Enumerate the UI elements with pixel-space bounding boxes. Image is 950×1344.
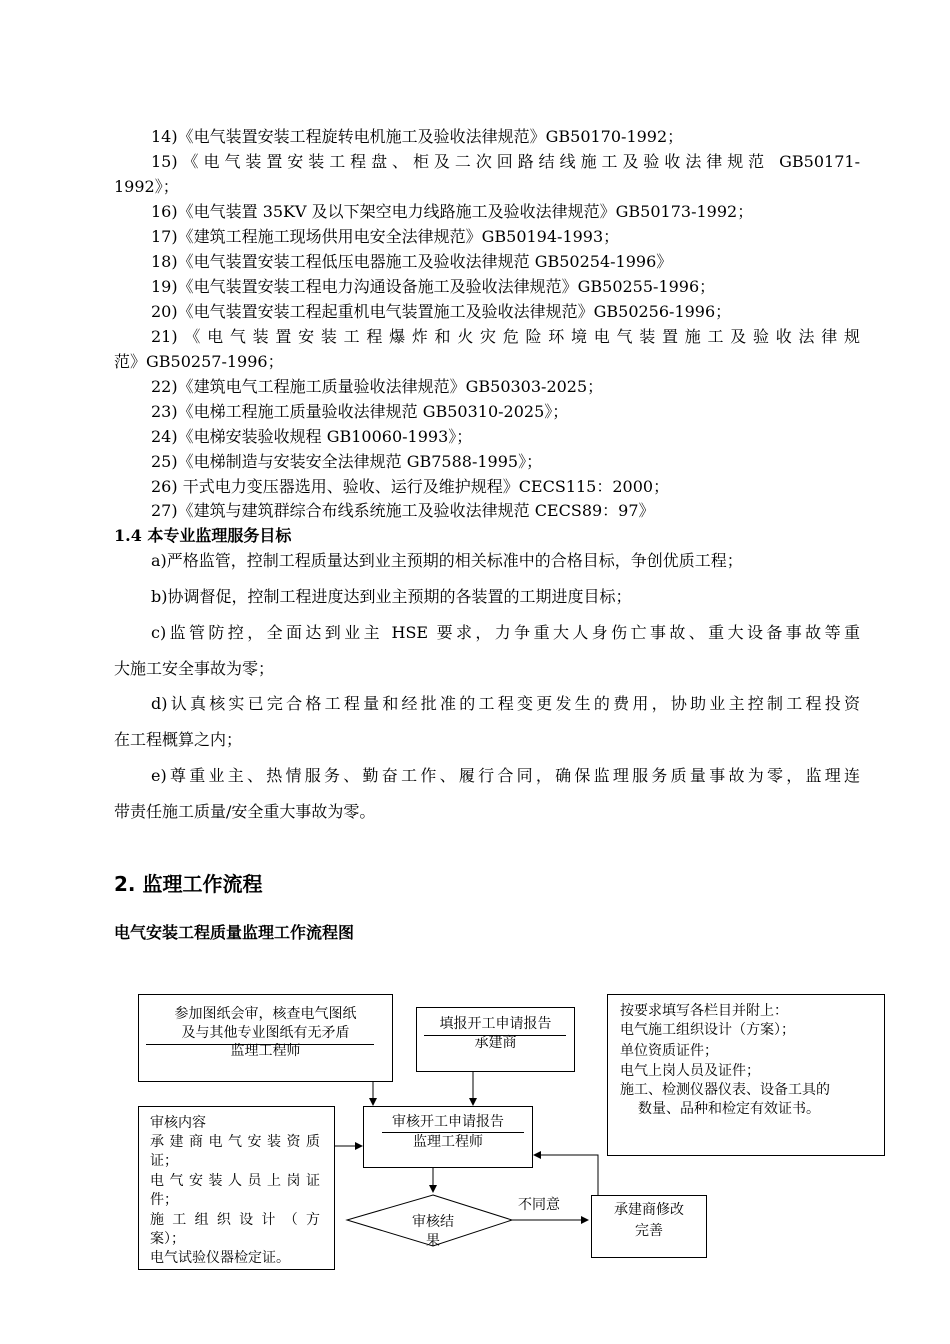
- review-contents-line8: 电气试验仪器检定证。: [150, 1250, 290, 1266]
- requirements-line5: 施工、检测仪器仪表、设备工具的: [620, 1082, 830, 1098]
- goal-e: e)尊重业主、热情服务、勤奋工作、履行合同，确保监理服务质量事故为零，监理连: [151, 766, 860, 785]
- line-revise-to-review: [534, 1155, 598, 1195]
- review-contents-line3: 证；: [150, 1153, 178, 1169]
- requirements-line1: 按要求填写各栏目并附上：: [620, 1003, 788, 1019]
- goal-c: c)监管防控，全面达到业主 HSE 要求，力争重大人身伤亡事故、重大设备事故等重: [151, 623, 860, 642]
- revise-line1: 承建商修改: [614, 1202, 684, 1218]
- requirements-line2: 电气施工组织设计（方案）；: [620, 1022, 795, 1038]
- review-contents-line6: 施工组织设计（方: [150, 1212, 320, 1228]
- box-review-contents: [138, 1106, 335, 1270]
- standard-item-15: 15)《电气装置安装工程盘、柜及二次回路结线施工及验收法律规范 GB50171-: [151, 152, 860, 171]
- requirements-line6: 数量、品种和检定有效证书。: [638, 1101, 820, 1117]
- decision-line2: 果: [426, 1233, 440, 1249]
- section-1-4-heading: 1.4 本专业监理服务目标: [114, 526, 292, 545]
- review-apply-role: 监理工程师: [413, 1134, 483, 1150]
- requirements-line4: 电气上岗人员及证件；: [620, 1063, 760, 1079]
- standard-item-17: 17)《建筑工程施工现场供用电安全法律规范》GB50194-1993；: [151, 227, 620, 246]
- revise-line2: 完善: [635, 1223, 663, 1239]
- apply-report-role: 承建商: [474, 1035, 517, 1051]
- flowchart-title: 电气安装工程质量监理工作流程图: [114, 923, 355, 942]
- standard-item-18: 18)《电气装置安装工程低压电器施工及验收法律规范 GB50254-1996》: [151, 252, 673, 271]
- box-review-apply: [363, 1106, 533, 1168]
- section-2-heading: 2. 监理工作流程: [114, 872, 263, 896]
- decision-line1: 审核结: [412, 1214, 454, 1230]
- review-contents-line2: 承建商电气安装资质: [150, 1134, 320, 1150]
- standard-item-15-cont: 1992》；: [114, 177, 179, 196]
- standard-item-26: 26) 干式电力变压器选用、验收、运行及维护规程》CECS115：2000；: [151, 477, 670, 496]
- apply-report-title: 填报开工申请报告: [439, 1016, 552, 1032]
- standard-item-22: 22)《建筑电气工程施工质量验收法律规范》GB50303-2025；: [151, 377, 604, 396]
- goal-d: d)认真核实已完合格工程量和经批准的工程变更发生的费用，协助业主控制工程投资: [151, 694, 860, 713]
- box-requirements: [607, 994, 885, 1156]
- review-contents-line7: 案）；: [150, 1231, 185, 1247]
- standard-item-21: 21)《电气装置安装工程爆炸和火灾危险环境电气装置施工及验收法律规: [151, 327, 860, 346]
- requirements-line3: 单位资质证件；: [620, 1043, 718, 1059]
- standard-item-19: 19)《电气装置安装工程电力沟通设备施工及验收法律规范》GB50255-1996；: [151, 277, 716, 296]
- goal-a: a)严格监管，控制工程质量达到业主预期的相关标准中的合格目标，争创优质工程；: [151, 551, 743, 570]
- drawing-review-line1: 参加图纸会审，核查电气图纸: [174, 1006, 357, 1022]
- box-apply-report: [416, 1007, 575, 1072]
- box-drawing-review: [138, 994, 393, 1082]
- standard-item-16: 16)《电气装置 35KV 及以下架空电力线路施工及验收法律规范》GB50173-1992；: [151, 202, 754, 221]
- review-contents-line5: 件；: [150, 1192, 178, 1208]
- goal-e-cont: 带责任施工质量/安全重大事故为零。: [114, 802, 376, 821]
- goal-b: b)协调督促，控制工程进度达到业主预期的各装置的工期进度目标；: [151, 587, 632, 606]
- standard-item-23: 23)《电梯工程施工质量验收法律规范 GB50310-2025》；: [151, 402, 569, 421]
- box-contractor-revise: [591, 1195, 707, 1258]
- standard-item-27: 27)《建筑与建筑群综合布线系统施工及验收法律规范 CECS89：97》: [151, 501, 655, 520]
- standard-item-14: 14)《电气装置安装工程旋转电机施工及验收法律规范》GB50170-1992；: [151, 127, 684, 146]
- standard-item-24: 24)《电梯安装验收规程 GB10060-1993》；: [151, 427, 473, 446]
- goal-c-cont: 大施工安全事故为零；: [114, 659, 275, 678]
- standard-item-25: 25)《电梯制造与安装安全法律规范 GB7588-1995》；: [151, 452, 543, 471]
- drawing-review-line2: 及与其他专业图纸有无矛盾: [181, 1025, 350, 1041]
- review-contents-line1: 审核内容: [150, 1115, 206, 1131]
- review-contents-line4: 电气安装人员上岗证: [150, 1173, 320, 1189]
- standard-item-21-cont: 范》GB50257-1996；: [114, 352, 284, 371]
- goal-d-cont: 在工程概算之内；: [114, 730, 243, 749]
- drawing-review-role: 监理工程师: [230, 1043, 301, 1059]
- standard-item-20: 20)《电气装置安装工程起重机电气装置施工及验收法律规范》GB50256-1996；: [151, 302, 732, 321]
- disagree-label: 不同意: [518, 1197, 560, 1213]
- review-apply-title: 审核开工申请报告: [392, 1114, 504, 1130]
